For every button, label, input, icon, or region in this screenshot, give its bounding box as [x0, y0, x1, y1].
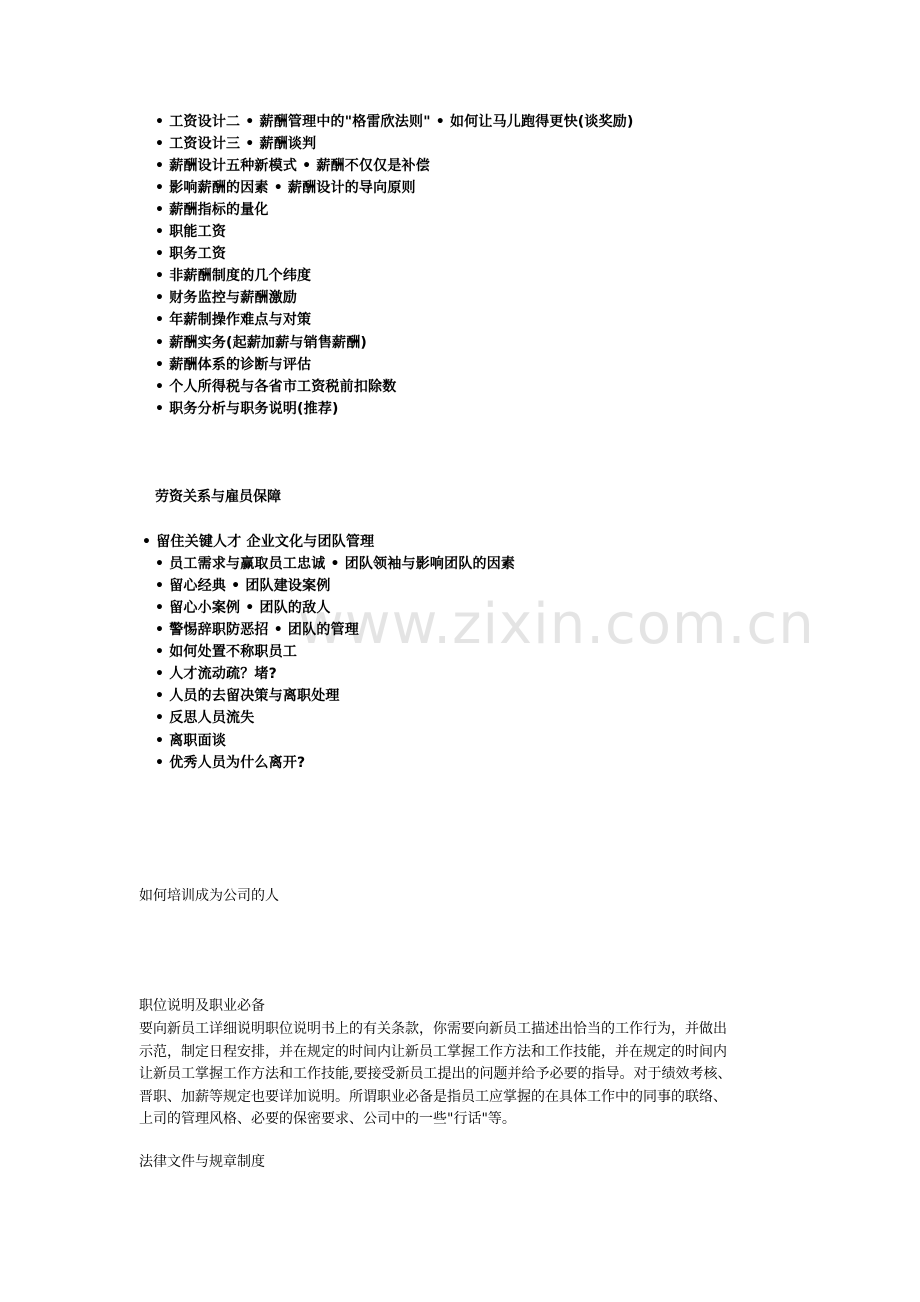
list-item: • 留住关键人才 企业文化与团队管理	[142, 534, 375, 550]
list-item: • 薪酬设计五种新模式 • 薪酬不仅仅是补偿	[155, 158, 430, 174]
paragraph-line: 要向新员工详细说明职位说明书上的有关条款，你需要向新员工描述出恰当的工作行为，并做出	[139, 1021, 727, 1037]
section-heading: 法律文件与规章制度	[139, 1154, 265, 1170]
list-item: • 员工需求与赢取员工忠诚 • 团队领袖与影响团队的因素	[155, 556, 516, 572]
section-heading: 劳资关系与雇员保障	[155, 489, 281, 505]
list-item: • 如何处置不称职员工	[155, 644, 298, 660]
list-item: • 薪酬指标的量化	[155, 202, 269, 218]
paragraph-line: 晋职、加薪等规定也要详加说明。所谓职业必备是指员工应掌握的在具体工作中的同事的联络、	[139, 1088, 727, 1105]
list-item: • 个人所得税与各省市工资税前扣除数	[155, 379, 397, 395]
list-item: • 影响薪酬的因素 • 薪酬设计的导向原则	[155, 180, 416, 196]
list-item: • 薪酬实务(起薪加薪与销售薪酬)	[155, 335, 368, 351]
list-item: • 薪酬体系的诊断与评估	[155, 357, 312, 373]
section-heading: 如何培训成为公司的人	[139, 888, 279, 904]
paragraph-line: 上司的管理风格、必要的保密要求、公司中的一些"行话"等。	[139, 1111, 516, 1127]
list-item: • 留心经典 • 团队建设案例	[155, 578, 331, 594]
list-item: • 财务监控与薪酬激励	[155, 290, 298, 306]
section-heading: 职位说明及职业必备	[139, 998, 265, 1014]
paragraph-line: 示范，制定日程安排，并在规定的时间内让新员工掌握工作方法和工作技能，并在规定的时间内	[139, 1043, 727, 1060]
list-item: • 非薪酬制度的几个纬度	[155, 268, 312, 284]
list-item: • 人才流动疏？堵?	[155, 666, 277, 682]
list-item: • 工资设计二 • 薪酬管理中的"格雷欣法则" • 如何让马儿跑得更快(谈奖励)	[155, 114, 634, 130]
list-item: • 警惕辞职防恶招 • 团队的管理	[155, 622, 359, 638]
list-item: • 职能工资	[155, 224, 227, 240]
job-paragraph	[139, 1018, 799, 1131]
list-item: • 留心小案例 • 团队的敌人	[155, 600, 331, 616]
list-item: • 年薪制操作难点与对策	[155, 312, 312, 328]
list-item: • 离职面谈	[155, 733, 227, 749]
paragraph-line: 让新员工掌握工作方法和工作技能,要接受新员工提出的问题并给予必要的指导。对于绩效考核、	[139, 1066, 732, 1082]
watermark: www.zixin.com.cn	[298, 592, 815, 657]
list-item: • 工资设计三 • 薪酬谈判	[155, 136, 317, 152]
list-item: • 反思人员流失	[155, 710, 255, 726]
list-item: • 优秀人员为什么离开?	[155, 755, 306, 771]
list-item: • 人员的去留决策与离职处理	[155, 688, 340, 704]
list-item: • 职务工资	[155, 246, 227, 262]
list-item: • 职务分析与职务说明(推荐)	[155, 401, 339, 417]
